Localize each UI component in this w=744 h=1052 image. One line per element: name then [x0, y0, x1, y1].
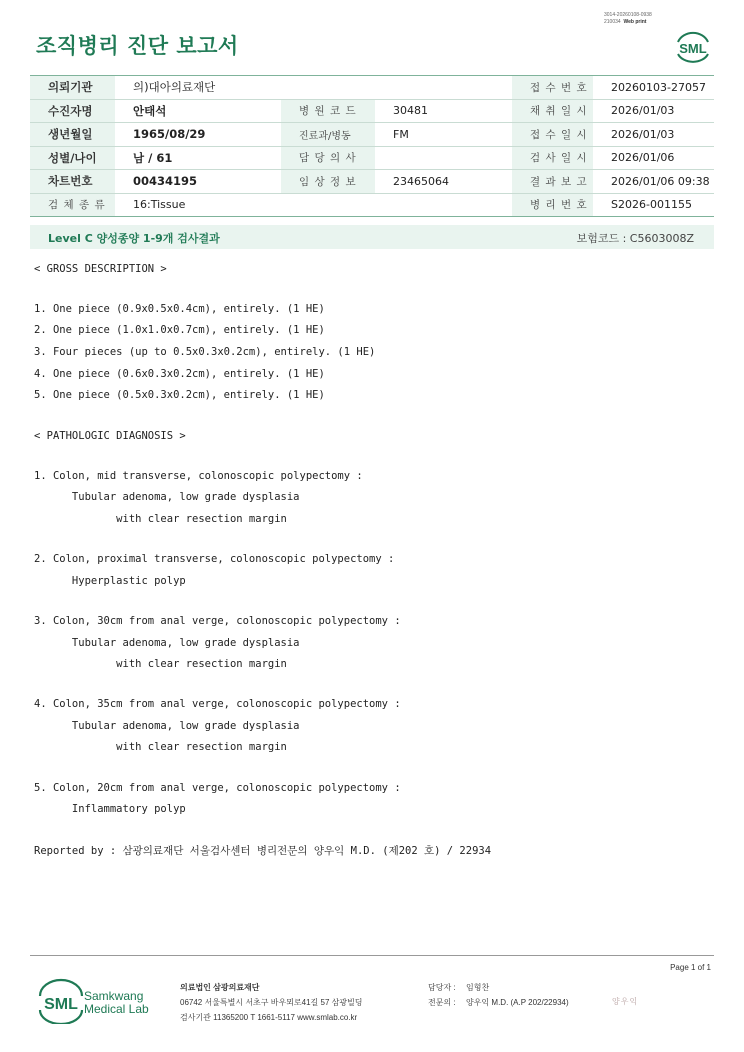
table-row [30, 123, 714, 147]
brand-line2: Medical Lab [84, 1002, 149, 1016]
value-received-date: 2026/01/03 [593, 123, 714, 147]
table-row [30, 99, 714, 123]
value-collected-date: 2026/01/03 [593, 99, 714, 123]
value-pathology-no: S2026-001155 [593, 193, 714, 217]
value-sex-age: 남 / 61 [115, 146, 281, 170]
print-code-line2: 210034 [604, 19, 621, 25]
footer-org [180, 980, 363, 1025]
diagnosis-line: with clear resection margin [34, 658, 287, 670]
signature: 양우익 [612, 997, 639, 1006]
gross-item: 1. One piece (0.9x0.5x0.4cm), entirely. (1 HE) [34, 303, 325, 315]
diagnosis-line: 2. Colon, proximal transverse, colonoscopic polypectomy : [34, 553, 395, 565]
gross-item: 2. One piece (1.0x1.0x0.7cm), entirely. (1 HE) [34, 324, 325, 336]
label-test-date: 검 사 일 시 [512, 146, 593, 170]
org-address: 06742 서울특별시 서초구 바우뫼로41길 57 삼광빌딩 [180, 998, 363, 1007]
value-birth-date: 1965/08/29 [115, 123, 281, 147]
label-collected-date: 채 취 일 시 [512, 99, 593, 123]
diagnosis-line: 4. Colon, 35cm from anal verge, colonoscopic polypectomy : [34, 698, 401, 710]
diagnosis-line: 1. Colon, mid transverse, colonoscopic polypectomy : [34, 470, 363, 482]
manager-name: 임형찬 [466, 983, 490, 992]
value-receipt-no: 20260103-27057 [593, 76, 714, 100]
table-row [30, 76, 714, 100]
test-band [30, 225, 714, 249]
gross-item: 4. One piece (0.6x0.3x0.2cm), entirely. (1 HE) [34, 368, 325, 380]
label-doctor: 담 당 의 사 [281, 146, 375, 170]
table-row [30, 170, 714, 194]
label-report-date: 결 과 보 고 [512, 170, 593, 194]
gross-item: 3. Four pieces (up to 0.5x0.3x0.2cm), entirely. (1 HE) [34, 346, 376, 358]
value-test-date: 2026/01/06 [593, 146, 714, 170]
print-code-line1: 3014-20260108-0938 [604, 12, 652, 18]
diagnosis-line: Hyperplastic polyp [34, 575, 186, 587]
specialist-name: 양우익 M.D. (A.P 202/22934) [466, 998, 569, 1007]
page-title: 조직병리 진단 보고서 [36, 34, 239, 58]
diagnosis-line: with clear resection margin [34, 741, 287, 753]
label-patient-name: 수진자명 [30, 99, 115, 123]
label-clinical-info: 임 상 정 보 [281, 170, 375, 194]
gross-heading: < GROSS DESCRIPTION > [34, 263, 167, 275]
print-code [604, 12, 652, 26]
diagnosis-line: 5. Colon, 20cm from anal verge, colonoscopic polypectomy : [34, 782, 401, 794]
label-chart-no: 차트번호 [30, 170, 115, 194]
footer-divider [30, 955, 714, 956]
value-department: FM [375, 123, 512, 147]
table-row [30, 146, 714, 170]
table-row [30, 193, 714, 217]
diagnosis-line: Inflammatory polyp [34, 803, 186, 815]
diagnosis-line: 3. Colon, 30cm from anal verge, colonoscopic polypectomy : [34, 615, 401, 627]
diagnosis-line: Tubular adenoma, low grade dysplasia [34, 637, 300, 649]
value-clinical-info: 23465064 [375, 170, 512, 194]
reported-by: Reported by : 삼광의료재단 서울검사센터 병리전문의 양우익 M.D. (제202 호) / 22934 [34, 845, 492, 857]
specialist-label: 전문의 : [428, 998, 456, 1007]
value-hospital-code: 30481 [375, 99, 512, 123]
org-contact: 검사기관 11365200 T 1661-5117 www.smlab.co.kr [180, 1013, 358, 1022]
samkwang-logo-icon [36, 978, 86, 1024]
label-birth-date: 생년월일 [30, 123, 115, 147]
diagnosis-line: Tubular adenoma, low grade dysplasia [34, 720, 300, 732]
footer-logo-text: SML [44, 996, 78, 1013]
label-hospital-code: 병 원 코 드 [281, 99, 375, 123]
label-sex-age: 성별/나이 [30, 146, 115, 170]
gross-item: 5. One piece (0.5x0.3x0.2cm), entirely. (1 HE) [34, 389, 325, 401]
label-department: 진료과/병동 [281, 123, 375, 147]
label-pathology-no: 병 리 번 호 [512, 193, 593, 217]
footer-contact [428, 980, 569, 1010]
print-label: Web print [623, 19, 647, 25]
label-specimen-type: 검 체 종 류 [30, 193, 115, 217]
value-chart-no: 00434195 [115, 170, 281, 194]
brand-line1: Samkwang [84, 989, 144, 1003]
value-requester: 의)대아의료재단 [115, 76, 512, 100]
diagnosis-line: Tubular adenoma, low grade dysplasia [34, 491, 300, 503]
page-number: Page 1 of 1 [670, 963, 711, 972]
value-doctor [375, 146, 512, 170]
diagnosis-line: with clear resection margin [34, 513, 287, 525]
patient-info-table [30, 75, 714, 217]
diagnosis-heading: < PATHOLOGIC DIAGNOSIS > [34, 430, 186, 442]
value-report-date: 2026/01/06 09:38 [593, 170, 714, 194]
label-requester: 의뢰기관 [30, 76, 115, 100]
label-received-date: 접 수 일 시 [512, 123, 593, 147]
footer-brand [84, 990, 149, 1016]
org-name: 의료법인 삼광의료재단 [180, 983, 260, 992]
value-patient-name: 안태석 [115, 99, 281, 123]
insurance-code: 보험코드 : C5603008Z [576, 232, 694, 245]
test-name: Level C 양성종양 1-9개 검사결과 [48, 232, 220, 245]
value-specimen-type: 16:Tissue [115, 193, 512, 217]
manager-label: 담당자 : [428, 983, 456, 992]
label-receipt-no: 접 수 번 호 [512, 76, 593, 100]
sml-logo-icon [672, 26, 714, 66]
logo-text: SML [679, 41, 707, 56]
